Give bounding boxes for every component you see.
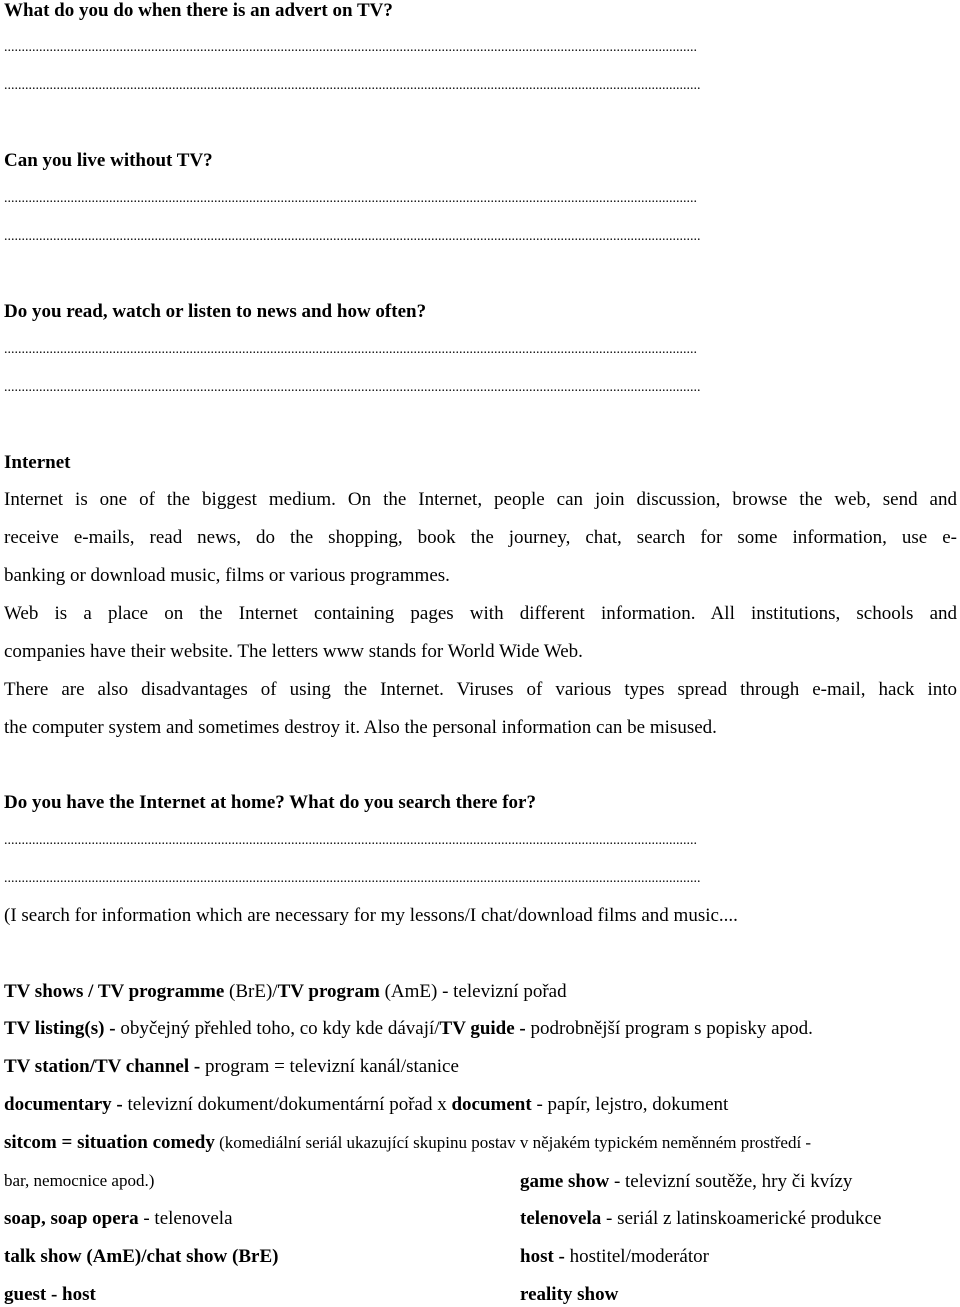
vocab-term: documentary - [4,1094,128,1115]
paragraph-line: companies have their website. The letters www stands for World Wide Web. [4,641,583,662]
vocab-term: reality show [520,1284,619,1305]
vocab-term: TV listing(s) - [4,1018,121,1039]
vocab-term: telenovela [520,1208,602,1229]
vocab-text: program = televizní kanál/stanice [204,1056,459,1077]
question-news: Do you read, watch or listen to news and how often? [4,301,427,322]
question-advert: What do you do when there is an advert on TV? [4,0,393,21]
answer-dots-line: ....................................................................................................................................................................................................... [4,871,701,886]
answer-dots-line: ...................................................................................................................................................................................................... [4,40,697,55]
vocab-reality-show [520,1284,618,1306]
section-heading: Internet [4,452,71,473]
vocab-text: - telenovela [138,1208,233,1229]
vocab-term: soap, soap opera [4,1208,139,1229]
question-live-without-tv: Can you live without TV? [4,150,213,171]
vocab-text: - papír, lejstro, dokument [531,1094,729,1115]
vocab-text: (komediální seriál ukazující skupinu postav v nějakém typickém neměnném prostředí - [214,1133,812,1152]
vocab-text: televizní dokument/dokumentární pořad x [127,1094,452,1115]
answer-dots-line: ....................................................................................................................................................................................................... [4,229,701,244]
answer-dots-line: ....................................................................................................................................................................................................... [4,78,701,93]
vocab-term: guest - host [4,1284,96,1305]
vocab-text: (BrE)/ [224,981,278,1002]
vocab-term: TV station/TV channel - [4,1056,205,1077]
paragraph-line: receive e-mails, read news, do the shopping, book the journey, chat, search for some information, use e- [4,527,957,548]
answer-dots-line: ....................................................................................................................................................................................................... [4,380,701,395]
vocab-tv-station [4,1056,459,1078]
question-internet-home: Do you have the Internet at home? What do you search there for? [4,792,536,813]
vocab-term: TV program [277,981,380,1002]
vocab-text: - televizní soutěže, hry či kvízy [609,1171,853,1192]
vocab-term: game show [520,1171,610,1192]
vocab-term: document [451,1094,532,1115]
vocab-term: TV shows / TV programme [4,981,225,1002]
vocab-sitcom-cont: bar, nemocnice apod.) [4,1171,155,1190]
vocab-sitcom [4,1132,811,1154]
vocab-soap [4,1208,233,1230]
paragraph-line: Web is a place on the Internet containing pages with different information. All institutions, schools and [4,603,957,624]
answer-dots-line: ...................................................................................................................................................................................................... [4,191,697,206]
vocab-text: podrobnější program s popisky apod. [530,1018,813,1039]
vocab-tv-shows [4,981,567,1003]
answer-dots-line: ...................................................................................................................................................................................................... [4,342,697,357]
vocab-guest-host [4,1284,96,1306]
vocab-text: (AmE) - televizní pořad [379,981,567,1002]
vocab-text: obyčejný přehled toho, co kdy kde dávají/ [120,1018,440,1039]
vocab-host [520,1246,709,1268]
vocab-term: host - [520,1246,570,1267]
vocab-text: hostitel/moderátor [569,1246,709,1267]
vocab-term: sitcom = situation comedy [4,1132,215,1153]
paragraph-line: There are also disadvantages of using the Internet. Viruses of various types spread through e-mail, hack into [4,679,957,700]
vocab-term: talk show (AmE)/chat show (BrE) [4,1246,279,1267]
vocab-term: TV guide - [439,1018,531,1039]
vocab-game-show [520,1171,852,1193]
vocab-text: - seriál z latinskoamerické produkce [601,1208,882,1229]
vocab-documentary [4,1094,728,1116]
sample-answer: (I search for information which are necessary for my lessons/I chat/download films and music.... [4,905,738,926]
answer-dots-line: ...................................................................................................................................................................................................... [4,833,697,848]
paragraph-line: Internet is one of the biggest medium. On the Internet, people can join discussion, browse the web, send and [4,489,957,510]
vocab-telenovela [520,1208,881,1230]
paragraph-line: the computer system and sometimes destroy it. Also the personal information can be misused. [4,717,717,738]
vocab-talk-show [4,1246,278,1268]
paragraph-line: banking or download music, films or various programmes. [4,565,450,586]
vocab-tv-listings [4,1018,813,1040]
